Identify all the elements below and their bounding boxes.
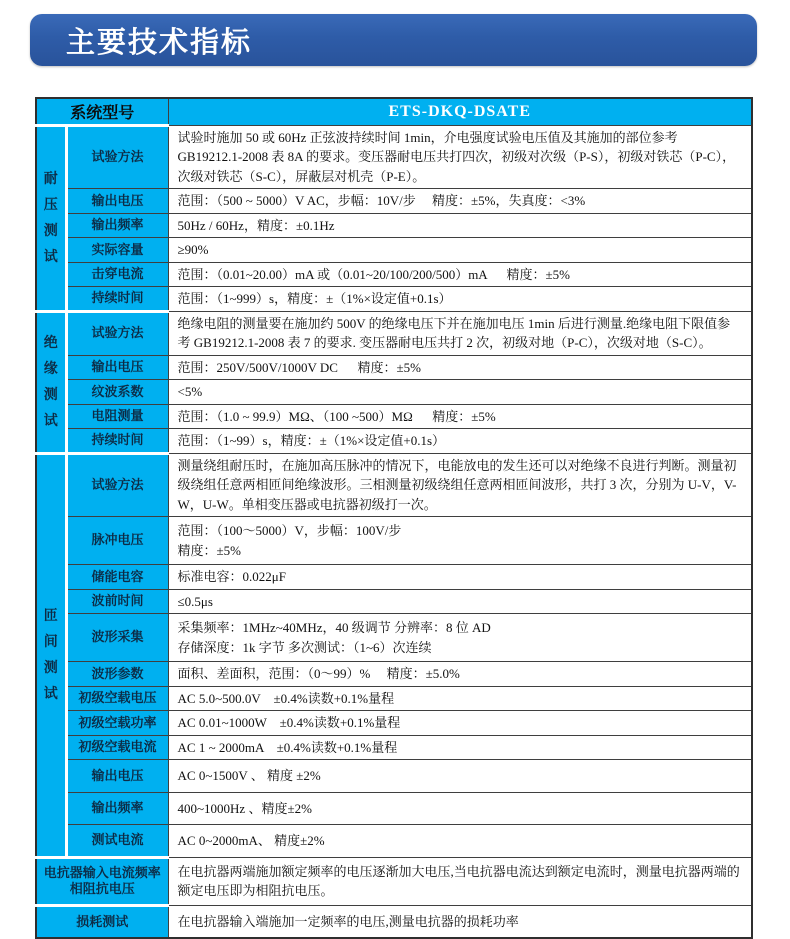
spec-label: 输出电压 (66, 189, 168, 214)
table-row (36, 380, 752, 405)
system-model-label: 系统型号 (36, 98, 168, 125)
system-model-value: ETS-DKQ-DSATE (168, 98, 752, 125)
table-row (36, 825, 752, 858)
table-header-row (36, 98, 752, 125)
spec-value: 试验时施加 50 或 60Hz 正弦波持续时间 1min，介电强度试验电压值及其施加的部位参考 GB19212.1-2008 表 8A 的要求。变压器耐电压共打四次，初级对次级（P-S），初级对铁芯（P-C），次级对铁芯（S-C），屏蔽层对机壳（P-E）。 (168, 125, 752, 189)
spec-value: 面积、差面积，范围：（0～99）% 精度：±5.0% (168, 662, 752, 687)
spec-value: AC 0~2000mA、 精度±2% (168, 825, 752, 858)
table-row (36, 238, 752, 263)
spec-value: 在电抗器输入端施加一定频率的电压,测量电抗器的损耗功率 (168, 905, 752, 938)
table-row (36, 517, 752, 565)
spec-value: ≤0.5μs (168, 589, 752, 614)
spec-value: 范围：（1.0 ~ 99.9）MΩ、（100 ~500）MΩ 精度：±5% (168, 404, 752, 429)
spec-value: 范围：（500 ~ 5000）V AC，步幅：10V/步 精度：±5%，失真度：<3% (168, 189, 752, 214)
table-row (36, 453, 752, 517)
spec-value: ≥90% (168, 238, 752, 263)
spec-value: 50Hz / 60Hz，精度：±0.1Hz (168, 213, 752, 238)
spec-label: 初级空载电压 (66, 686, 168, 711)
table-row (36, 565, 752, 590)
spec-label: 持续时间 (66, 429, 168, 454)
spec-value: 范围：（1~999）s，精度：±（1%×设定值+0.1s） (168, 287, 752, 312)
title-banner (30, 14, 757, 66)
table-row (36, 189, 752, 214)
spec-label: 输出频率 (66, 213, 168, 238)
table-row (36, 429, 752, 454)
spec-label: 试验方法 (66, 453, 168, 517)
spec-label: 初级空载功率 (66, 711, 168, 736)
spec-value: 范围：（1~99）s，精度：±（1%×设定值+0.1s） (168, 429, 752, 454)
spec-label: 输出电压 (66, 355, 168, 380)
table-row (36, 735, 752, 760)
spec-label: 输出电压 (66, 760, 168, 793)
spec-value: 标准电容：0.022μF (168, 565, 752, 590)
table-row (36, 711, 752, 736)
spec-value: 测量绕组耐压时，在施加高压脉冲的情况下，电能放电的发生还可以对绝缘不良进行判断。测量初级绕组任意两相匝间绝缘波形。三相测量初级绕组任意两相匝间波形，共打 3 次，分别为 U-V，V-W，U-W。单相变压器或电抗器初级打一次。 (168, 453, 752, 517)
table-row (36, 614, 752, 662)
table-row (36, 857, 752, 905)
spec-label: 脉冲电压 (66, 517, 168, 565)
spec-label: 电抗器输入电流频率相阻抗电压 (36, 857, 168, 905)
spec-value: 在电抗器两端施加额定频率的电压逐渐加大电压,当电抗器电流达到额定电流时，测量电抗器两端的额定电压即为相阻抗电压。 (168, 857, 752, 905)
spec-value: 绝缘电阻的测量要在施加约 500V 的绝缘电压下并在施加电压 1min 后进行测量.绝缘电阻下限值参考 GB19212.1-2008 表 7 的要求. 变压器耐电压共打 2 次，初级对地（P-C），次级对地（S-C）。 (168, 311, 752, 355)
table-row (36, 760, 752, 793)
table-row (36, 589, 752, 614)
table-row (36, 287, 752, 312)
table-row (36, 213, 752, 238)
spec-value: 范围：（100～5000）V，步幅：100V/步 精度：±5% (168, 517, 752, 565)
table-row (36, 662, 752, 687)
table-row (36, 792, 752, 825)
group-label: 绝缘测试 (36, 311, 66, 453)
table-row (36, 404, 752, 429)
spec-value: AC 0.01~1000W ±0.4%读数+0.1%量程 (168, 711, 752, 736)
spec-value: 范围：（0.01~20.00）mA 或（0.01~20/100/200/500）mA 精度：±5% (168, 262, 752, 287)
spec-label: 波形参数 (66, 662, 168, 687)
group-label: 匝间测试 (36, 453, 66, 857)
spec-value: 采集频率：1MHz~40MHz，40 级调节 分辨率：8 位 AD 存储深度：1k 字节 多次测试：（1~6）次连续 (168, 614, 752, 662)
spec-label: 波形采集 (66, 614, 168, 662)
group-label: 耐压测试 (36, 125, 66, 311)
table-row (36, 262, 752, 287)
spec-table (35, 97, 753, 939)
table-row (36, 686, 752, 711)
spec-label: 试验方法 (66, 311, 168, 355)
spec-label: 波前时间 (66, 589, 168, 614)
spec-label: 实际容量 (66, 238, 168, 263)
table-row (36, 355, 752, 380)
spec-value: 范围：250V/500V/1000V DC 精度：±5% (168, 355, 752, 380)
spec-value: AC 1 ~ 2000mA ±0.4%读数+0.1%量程 (168, 735, 752, 760)
spec-label: 纹波系数 (66, 380, 168, 405)
spec-label: 持续时间 (66, 287, 168, 312)
spec-label: 电阻测量 (66, 404, 168, 429)
spec-label: 击穿电流 (66, 262, 168, 287)
spec-label: 试验方法 (66, 125, 168, 189)
spec-value: AC 0~1500V 、 精度 ±2% (168, 760, 752, 793)
spec-value: <5% (168, 380, 752, 405)
spec-label: 损耗测试 (36, 905, 168, 938)
table-row (36, 311, 752, 355)
spec-label: 初级空载电流 (66, 735, 168, 760)
spec-value: 400~1000Hz 、精度±2% (168, 792, 752, 825)
spec-label: 测试电流 (66, 825, 168, 858)
spec-label: 储能电容 (66, 565, 168, 590)
table-row (36, 125, 752, 189)
page-title: 主要技术指标 (66, 26, 253, 59)
spec-label: 输出频率 (66, 792, 168, 825)
spec-value: AC 5.0~500.0V ±0.4%读数+0.1%量程 (168, 686, 752, 711)
table-row (36, 905, 752, 938)
